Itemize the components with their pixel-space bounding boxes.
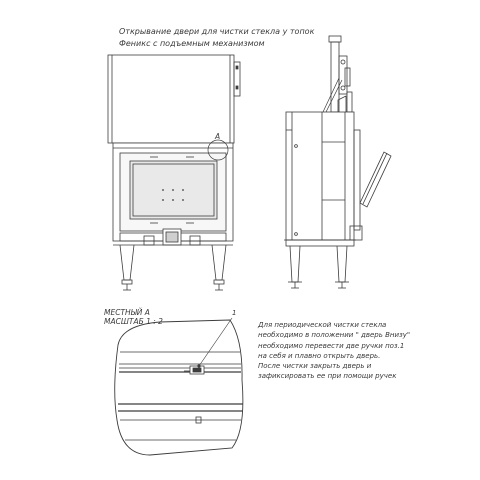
instruction-line: зафиксировать ее при помощи ручек xyxy=(258,372,397,381)
detail-caption xyxy=(104,308,163,326)
side-body xyxy=(286,112,354,240)
instruction-line: необходимо в положении " дверь Внизу" xyxy=(258,331,411,340)
side-legs xyxy=(288,246,349,288)
callout-1-leader xyxy=(199,318,232,366)
detail-view-a xyxy=(115,318,243,455)
detail-scale: МАСШТАБ 1 : 2 xyxy=(104,317,163,326)
part-1-callout-label: 1 xyxy=(232,309,237,317)
instruction-line: Для периодической чистки стекла xyxy=(258,321,387,329)
detail-boundary xyxy=(115,320,243,455)
front-view xyxy=(108,55,240,290)
instruction-line: на себя и плавно открыть дверь. xyxy=(258,351,381,360)
title-line-2: Феникс с подъемным механизмом xyxy=(119,39,265,48)
instruction-line: После чистки закрыть дверь и xyxy=(258,362,372,371)
view-a-callout-label: A xyxy=(215,132,221,141)
instruction-line: необходимо перевести две ручки поз.1 xyxy=(258,341,405,350)
cleaning-instructions xyxy=(258,320,410,382)
detail-name: МЕСТНЫЙ А xyxy=(104,308,150,317)
side-view xyxy=(284,36,391,288)
side-open-door xyxy=(360,152,391,207)
front-hood xyxy=(108,55,234,143)
front-legs xyxy=(120,245,226,290)
handle-position-1 xyxy=(184,366,204,423)
title-line-1: Открывание двери для чистки стекла у топок xyxy=(119,27,315,36)
